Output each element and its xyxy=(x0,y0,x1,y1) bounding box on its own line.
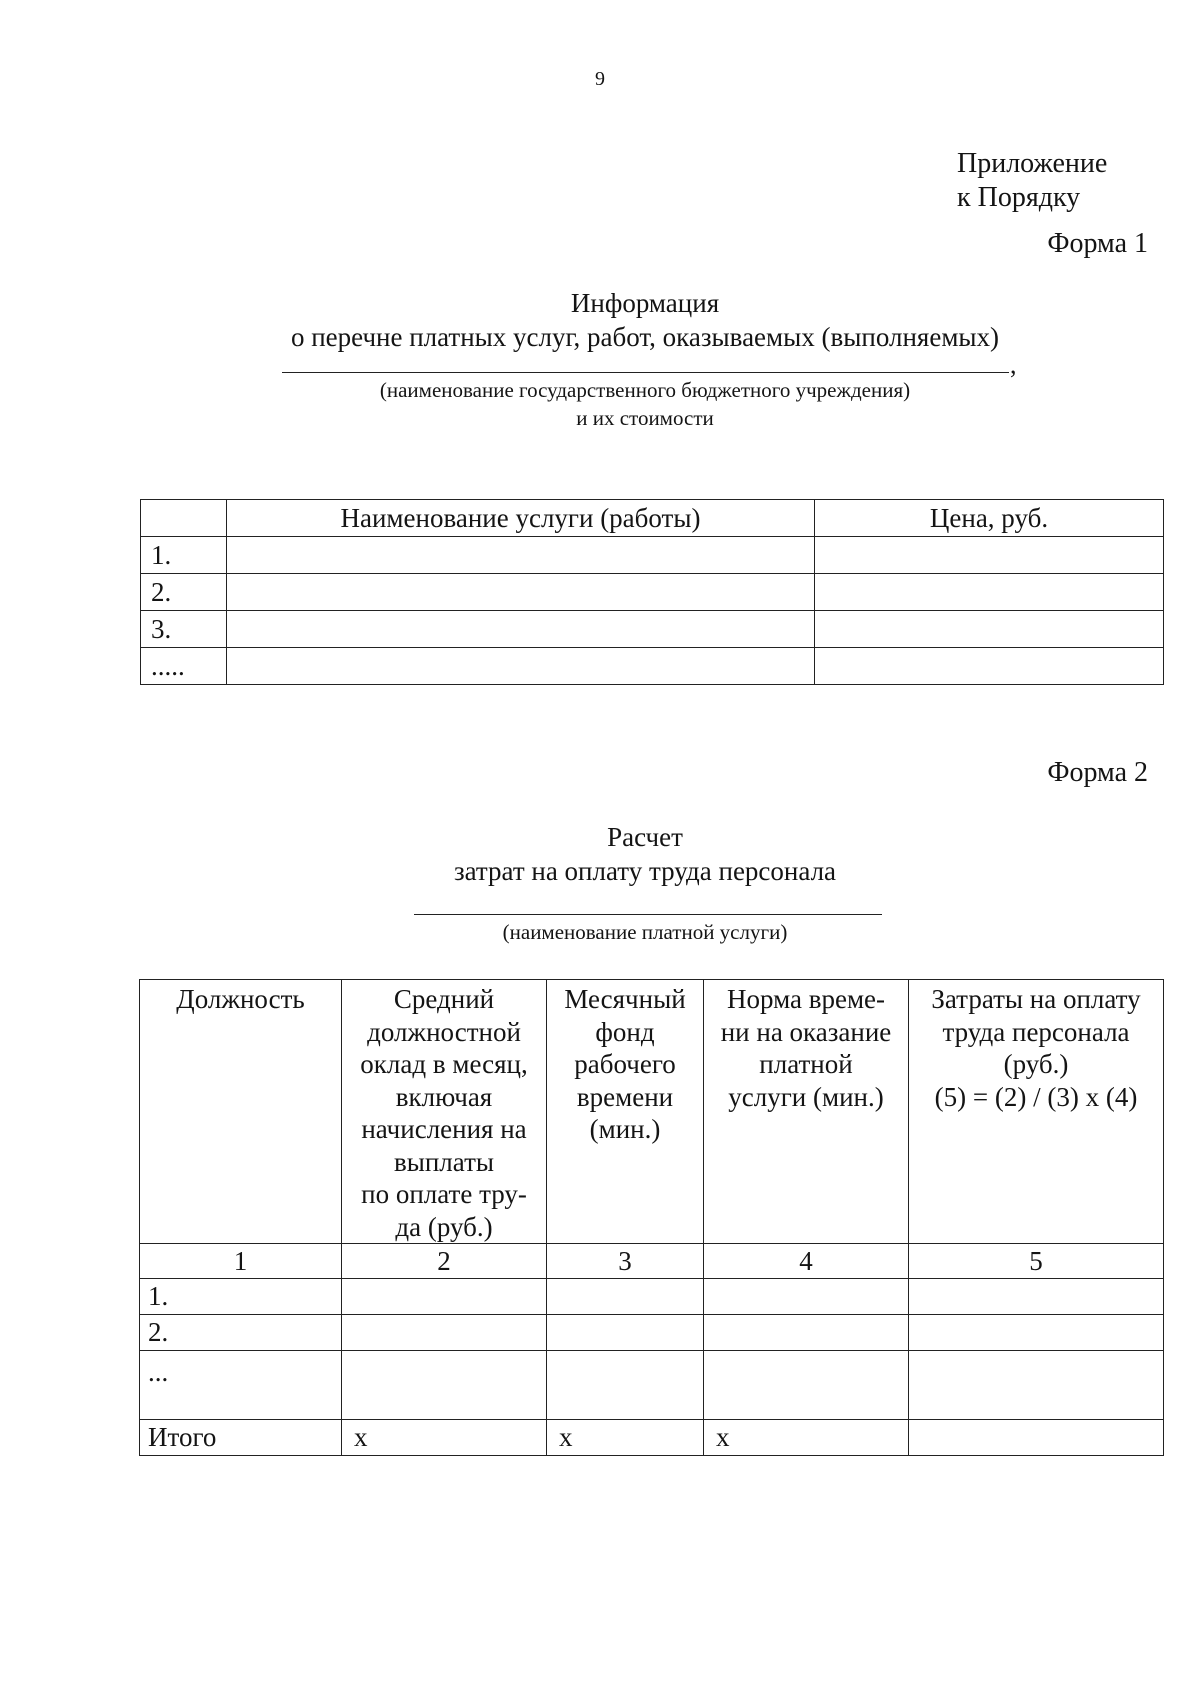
blank-trailing-comma: , xyxy=(1010,350,1017,379)
header-time-norm: Норма време- ни на оказание платной услуги (мин.) xyxy=(704,980,909,1244)
page-number: 9 xyxy=(595,68,605,90)
table-cell xyxy=(704,1315,909,1351)
appendix-line-1: Приложение xyxy=(957,148,1108,179)
table-row xyxy=(140,1279,1164,1315)
row-number: 1. xyxy=(141,537,227,574)
form1-subtitle: о перечне платных услуг, работ, оказываемых (выполняемых) xyxy=(290,322,1000,352)
row-number: 2. xyxy=(140,1315,342,1351)
column-number: 5 xyxy=(909,1244,1164,1279)
column-number: 4 xyxy=(704,1244,909,1279)
table-cell xyxy=(909,1279,1164,1315)
column-number-row xyxy=(140,1244,1164,1279)
column-number: 2 xyxy=(342,1244,547,1279)
price-cell xyxy=(815,574,1164,611)
service-name-blank xyxy=(414,914,882,915)
row-number: 2. xyxy=(141,574,227,611)
labor-cost-table xyxy=(139,979,1164,1456)
appendix-line-2: к Порядку xyxy=(957,182,1081,213)
table-cell xyxy=(547,1279,704,1315)
table-cell xyxy=(704,1351,909,1420)
column-number: 1 xyxy=(140,1244,342,1279)
column-number: 3 xyxy=(547,1244,704,1279)
form1-subtitle-2: и их стоимости xyxy=(576,406,714,430)
table-row xyxy=(140,1315,1164,1351)
total-cell-x: x xyxy=(342,1420,547,1456)
table-cell xyxy=(547,1315,704,1351)
form2-blank-caption: (наименование платной услуги) xyxy=(502,920,788,944)
form1-blank-caption: (наименование государственного бюджетного учреждения) xyxy=(379,378,911,402)
form1-label: Форма 1 xyxy=(1047,228,1148,259)
table-cell xyxy=(909,1351,1164,1420)
row-number: 1. xyxy=(140,1279,342,1315)
form1-title: Информация xyxy=(570,288,720,318)
price-cell xyxy=(815,537,1164,574)
table-row xyxy=(141,574,1164,611)
table-row xyxy=(141,648,1164,685)
table-cell xyxy=(342,1279,547,1315)
price-cell xyxy=(815,611,1164,648)
header-labor-costs: Затраты на оплату труда персонала (руб.) (5) = (2) / (3) x (4) xyxy=(909,980,1164,1244)
total-cell-x: x xyxy=(547,1420,704,1456)
service-name-cell xyxy=(227,611,815,648)
row-number: ... xyxy=(140,1351,342,1420)
header-position: Должность xyxy=(140,980,342,1244)
services-price-table xyxy=(140,499,1164,685)
service-name-cell xyxy=(227,574,815,611)
header-price: Цена, руб. xyxy=(815,500,1164,537)
table-cell xyxy=(547,1351,704,1420)
header-number-cell xyxy=(141,500,227,537)
total-cell-x: x xyxy=(704,1420,909,1456)
row-number: ..... xyxy=(141,648,227,685)
table-cell xyxy=(342,1315,547,1351)
header-average-salary: Средний должностной оклад в месяц, включая начисления на выплаты по оплате тру- да (руб.) xyxy=(342,980,547,1244)
form2-label: Форма 2 xyxy=(1047,757,1148,788)
institution-name-blank xyxy=(282,372,1009,373)
form2-subtitle: затрат на оплату труда персонала xyxy=(453,856,837,886)
table-cell xyxy=(342,1351,547,1420)
header-service-name: Наименование услуги (работы) xyxy=(227,500,815,537)
table-cell xyxy=(704,1279,909,1315)
table-header-row xyxy=(141,500,1164,537)
price-cell xyxy=(815,648,1164,685)
header-monthly-work-time: Месячный фонд рабочего времени (мин.) xyxy=(547,980,704,1244)
total-label: Итого xyxy=(140,1420,342,1456)
table-row xyxy=(141,611,1164,648)
table-header-row xyxy=(140,980,1164,1244)
form2-title: Расчет xyxy=(607,822,683,852)
service-name-cell xyxy=(227,648,815,685)
service-name-cell xyxy=(227,537,815,574)
total-cost-cell xyxy=(909,1420,1164,1456)
table-cell xyxy=(909,1315,1164,1351)
table-row xyxy=(141,537,1164,574)
table-row xyxy=(140,1351,1164,1420)
row-number: 3. xyxy=(141,611,227,648)
appendix-reference xyxy=(957,147,1107,215)
total-row xyxy=(140,1420,1164,1456)
